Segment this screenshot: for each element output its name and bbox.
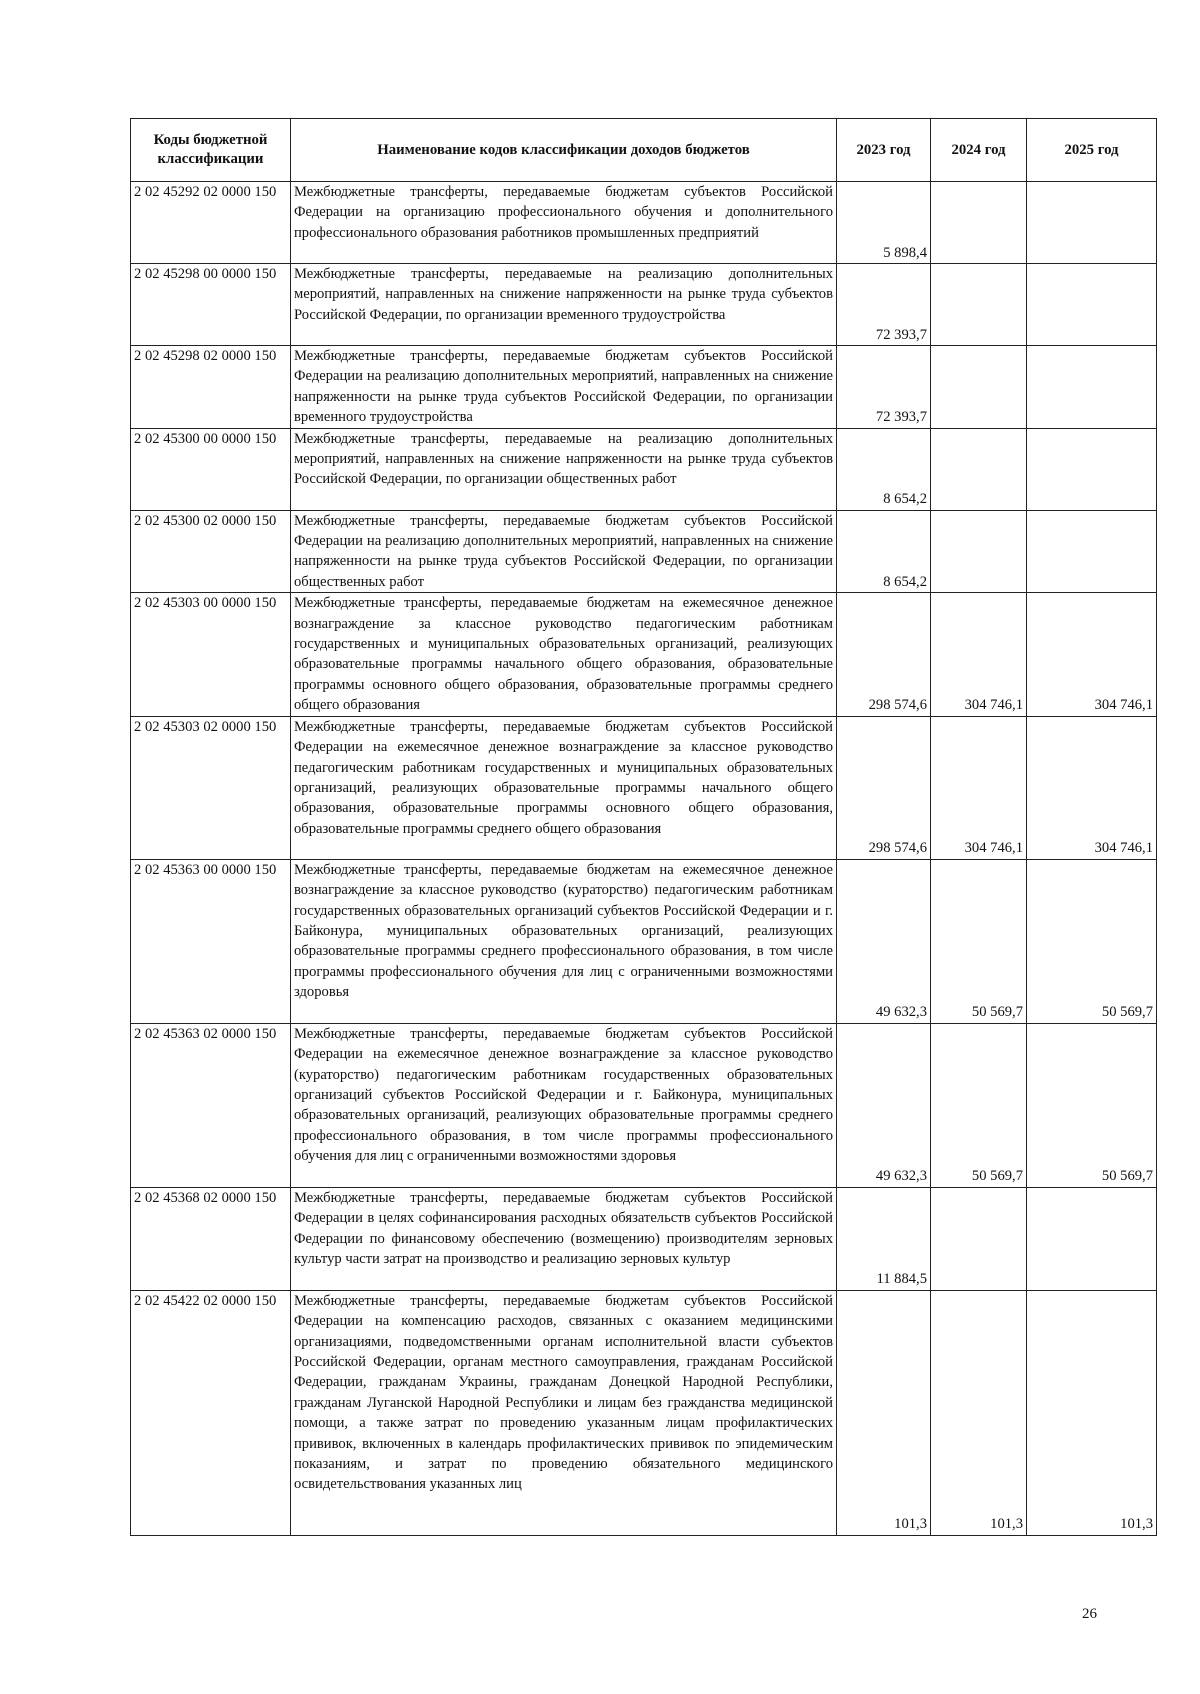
budget-revenue-table [130,118,1157,1536]
cell-2023: 298 574,6 [837,716,931,859]
cell-name: Межбюджетные трансферты, передаваемые бюджетам субъектов Российской Федерации на компенсацию расходов, связанных с оказанием медицинскими организациями, подведомственными органам исполнительной власти субъектов Российской Федерации, органам местного самоуправления, гражданам Российской Федерации, гражданам Украины, гражданам Донецкой Народной Республики, гражданам Луганской Народной Республики и лицам без гражданства медицинской помощи, а также затрат по проведению указанным лицам профилактических прививок, включенных в календарь профилактических прививок по эпидемическим показаниям, и затрат по проведению обязательного медицинского освидетельствования указанных лиц [291,1290,837,1535]
cell-name: Межбюджетные трансферты, передаваемые бюджетам субъектов Российской Федерации на организацию профессионального обучения и дополнительного профессионального образования работников промышленных предприятий [291,182,837,264]
cell-code: 2 02 45298 02 0000 150 [131,346,291,429]
cell-2025 [1027,1187,1157,1290]
cell-2023: 49 632,3 [837,859,931,1023]
cell-name: Межбюджетные трансферты, передаваемые бюджетам субъектов Российской Федерации на реализацию дополнительных мероприятий, направленных на снижение напряженности на рынке труда субъектов Российской Федерации, по организации общественных работ [291,510,837,593]
cell-code: 2 02 45368 02 0000 150 [131,1187,291,1290]
cell-2023: 49 632,3 [837,1023,931,1187]
cell-2025 [1027,182,1157,264]
cell-2024: 304 746,1 [931,593,1027,716]
table-row [131,346,1157,429]
cell-2024: 50 569,7 [931,1023,1027,1187]
cell-name: Межбюджетные трансферты, передаваемые на реализацию дополнительных мероприятий, направленных на снижение напряженности на рынке труда субъектов Российской Федерации, по организации временного трудоустройства [291,264,837,346]
cell-2024 [931,346,1027,429]
cell-code: 2 02 45422 02 0000 150 [131,1290,291,1535]
cell-2023: 101,3 [837,1290,931,1535]
cell-2025 [1027,510,1157,593]
cell-name: Межбюджетные трансферты, передаваемые бюджетам субъектов Российской Федерации на ежемесячное денежное вознаграждение за классное руководство педагогическим работникам государственных и муниципальных образовательных организаций, реализующих образовательные программы начального общего образования, образовательные программы основного общего образования, образовательные программы среднего общего образования [291,716,837,859]
cell-2025: 304 746,1 [1027,716,1157,859]
cell-2025: 50 569,7 [1027,1023,1157,1187]
cell-2025 [1027,428,1157,510]
cell-2023: 298 574,6 [837,593,931,716]
cell-code: 2 02 45300 00 0000 150 [131,428,291,510]
table-row [131,182,1157,264]
cell-name: Межбюджетные трансферты, передаваемые бюджетам на ежемесячное денежное вознаграждение за классное руководство педагогическим работникам государственных и муниципальных образовательных организаций, реализующих образовательные программы начального общего образования, образовательные программы основного общего образования, образовательные программы среднего общего образования [291,593,837,716]
cell-2024 [931,510,1027,593]
cell-2024: 304 746,1 [931,716,1027,859]
cell-name: Межбюджетные трансферты, передаваемые бюджетам субъектов Российской Федерации на ежемесячное денежное вознаграждение за классное руководство (кураторство) педагогическим работникам государственных образовательных организаций субъектов Российской Федерации и г. Байконура, муниципальных образовательных организаций, реализующих образовательные программы среднего профессионального образования, в том числе программы профессионального обучения для лиц с ограниченными возможностями здоровья [291,1023,837,1187]
cell-2024 [931,428,1027,510]
table-row [131,716,1157,859]
table-header-row [131,119,1157,182]
cell-2025: 50 569,7 [1027,859,1157,1023]
cell-name: Межбюджетные трансферты, передаваемые бюджетам субъектов Российской Федерации в целях софинансирования расходных обязательств субъектов Российской Федерации по финансовому обеспечению (возмещению) производителям зерновых культур части затрат на производство и реализацию зерновых культур [291,1187,837,1290]
cell-code: 2 02 45363 02 0000 150 [131,1023,291,1187]
cell-code: 2 02 45363 00 0000 150 [131,859,291,1023]
cell-2023: 72 393,7 [837,346,931,429]
table-row [131,1290,1157,1535]
cell-2024: 50 569,7 [931,859,1027,1023]
cell-2024 [931,1187,1027,1290]
cell-code: 2 02 45303 00 0000 150 [131,593,291,716]
table-row [131,428,1157,510]
cell-name: Межбюджетные трансферты, передаваемые на реализацию дополнительных мероприятий, направленных на снижение напряженности на рынке труда субъектов Российской Федерации, по организации общественных работ [291,428,837,510]
cell-2023: 72 393,7 [837,264,931,346]
table-row [131,510,1157,593]
table-row [131,264,1157,346]
header-2025: 2025 год [1027,119,1157,182]
cell-name: Межбюджетные трансферты, передаваемые бюджетам на ежемесячное денежное вознаграждение за классное руководство (кураторство) педагогическим работникам государственных образовательных организаций субъектов Российской Федерации и г. Байконура, муниципальных образовательных организаций, реализующих образовательные программы среднего профессионального образования, в том числе программы профессионального обучения для лиц с ограниченными возможностями здоровья [291,859,837,1023]
cell-name: Межбюджетные трансферты, передаваемые бюджетам субъектов Российской Федерации на реализацию дополнительных мероприятий, направленных на снижение напряженности на рынке труда субъектов Российской Федерации, по организации временного трудоустройства [291,346,837,429]
table-row [131,593,1157,716]
header-2024: 2024 год [931,119,1027,182]
cell-2023: 5 898,4 [837,182,931,264]
header-code: Коды бюджетной классификации [131,119,291,182]
cell-code: 2 02 45292 02 0000 150 [131,182,291,264]
table-row [131,859,1157,1023]
cell-code: 2 02 45298 00 0000 150 [131,264,291,346]
cell-2025 [1027,346,1157,429]
cell-code: 2 02 45303 02 0000 150 [131,716,291,859]
cell-2024 [931,264,1027,346]
cell-2025: 304 746,1 [1027,593,1157,716]
header-name: Наименование кодов классификации доходов бюджетов [291,119,837,182]
table-row [131,1187,1157,1290]
cell-2023: 8 654,2 [837,510,931,593]
cell-2024 [931,182,1027,264]
cell-2025 [1027,264,1157,346]
header-2023: 2023 год [837,119,931,182]
cell-code: 2 02 45300 02 0000 150 [131,510,291,593]
cell-2024: 101,3 [931,1290,1027,1535]
cell-2023: 8 654,2 [837,428,931,510]
table-row [131,1023,1157,1187]
cell-2025: 101,3 [1027,1290,1157,1535]
page-number: 26 [1082,1606,1097,1622]
cell-2023: 11 884,5 [837,1187,931,1290]
